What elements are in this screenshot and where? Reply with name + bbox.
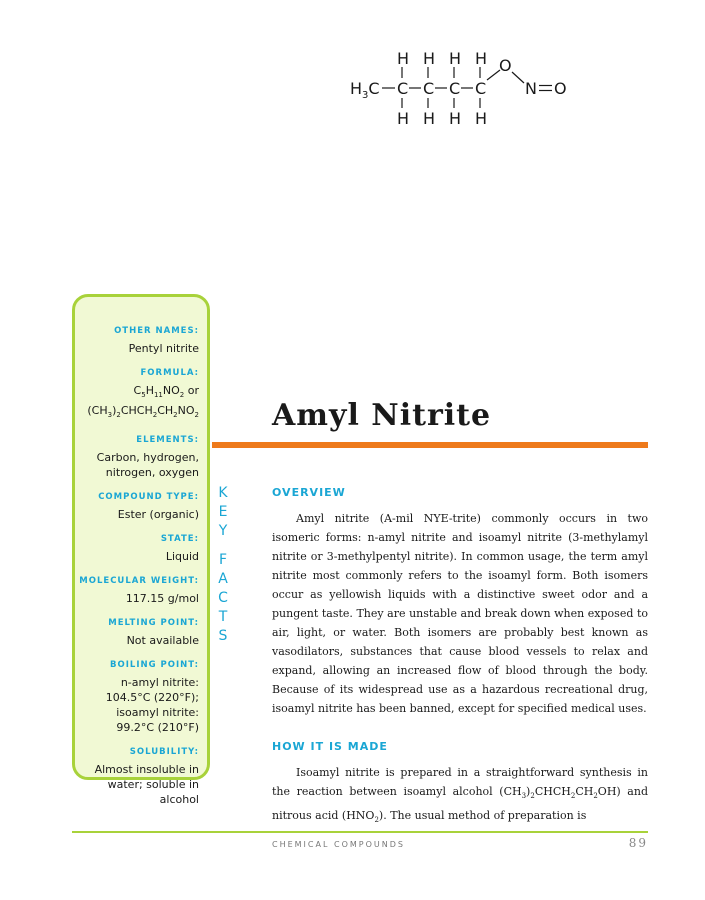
fact-formula bbox=[79, 367, 199, 423]
fact-value: Not available bbox=[126, 634, 199, 648]
fact-label: BOILING POINT: bbox=[110, 660, 199, 671]
fact-value: Pentyl nitrite bbox=[128, 342, 199, 355]
fact-other-names bbox=[79, 325, 199, 356]
fact-elements bbox=[79, 434, 199, 480]
fact-label: SOLUBILITY: bbox=[129, 747, 199, 758]
atom-h-bottom-2: H bbox=[423, 109, 436, 128]
fact-value: 117.15 g/mol bbox=[125, 592, 199, 606]
section-heading-how-made: HOW IT IS MADE bbox=[272, 740, 388, 753]
atom-h-bottom-4: H bbox=[475, 109, 488, 128]
section-heading-overview: OVERVIEW bbox=[272, 486, 346, 499]
vertical-letter: E bbox=[218, 504, 228, 520]
page-number: 89 bbox=[628, 836, 648, 850]
article-body bbox=[272, 486, 648, 852]
overview-paragraph: Amyl nitrite (A-mil NYE-trite) commonly occurs in two isomeric forms: n-amyl nitrite and isoamyl nitrite (3-methylamyl nitrite or 3-methylpentyl nitrite). In common usage, the term amyl nitrite most commonly refers to the isoamyl form. Both isomers occur as yellowish liquids with a distinctive sweet odor and a pungent taste. They are unstable and break down when exposed to air, light, or water. Both isomers are probably best known as vasodilators, substances that cause blood vessels to relax and expand, allowing an increased flow of blood through the body. Because of its widespread use as a hazardous recreational drug, isoamyl nitrite has been banned, except for specified medical uses. bbox=[272, 512, 648, 715]
fact-melting-point bbox=[79, 617, 199, 648]
fact-compound-type bbox=[79, 491, 199, 522]
fact-label: FORMULA: bbox=[140, 368, 199, 378]
atom-c-4: C bbox=[475, 79, 487, 98]
atom-h-bottom-1: H bbox=[397, 109, 410, 128]
vertical-letter: C bbox=[218, 590, 228, 606]
fact-boiling-point bbox=[79, 659, 199, 735]
vertical-letter: T bbox=[218, 609, 228, 625]
structural-formula-diagram bbox=[340, 40, 580, 130]
fact-value: Ester (organic) bbox=[117, 508, 199, 522]
fact-label: MOLECULAR WEIGHT: bbox=[79, 576, 199, 587]
vertical-letter: F bbox=[218, 552, 228, 568]
fact-label: COMPOUND TYPE: bbox=[98, 492, 199, 503]
atom-o-ester: O bbox=[499, 56, 512, 75]
fact-molecular-weight bbox=[79, 575, 199, 606]
fact-label: OTHER NAMES: bbox=[114, 326, 199, 336]
atom-h-top-4: H bbox=[475, 49, 488, 68]
vertical-letter: A bbox=[218, 571, 228, 587]
atom-h-top-3: H bbox=[449, 49, 462, 68]
fact-state bbox=[79, 533, 199, 564]
vertical-letter: S bbox=[218, 628, 228, 644]
fact-value: $C_5H_{11}NO_2$ or $(CH_3)_2CHCH_2CH_2NO_2$ bbox=[87, 384, 199, 420]
atom-ch3: $H_3C$ bbox=[350, 79, 380, 101]
fact-label: STATE: bbox=[160, 534, 199, 545]
atom-h-bottom-3: H bbox=[449, 109, 462, 128]
how-made-paragraph: Isoamyl nitrite is prepared in a straightforward synthesis in the reaction between isoamyl alcohol $(CH_3)_2CHCH_2CH_2OH$) and nitrous acid $(HNO_2)$. The usual method of preparation is bbox=[272, 766, 648, 825]
atom-h-top-2: H bbox=[423, 49, 436, 68]
key-facts-box bbox=[72, 294, 210, 807]
atom-c-1: C bbox=[397, 79, 409, 98]
fact-value: Liquid bbox=[165, 550, 199, 564]
page-title: Amyl Nitrite bbox=[272, 398, 492, 433]
title-divider bbox=[212, 442, 648, 448]
atom-o-double: O bbox=[554, 79, 567, 98]
atom-n: N bbox=[525, 79, 537, 98]
fact-value: Carbon, hydrogen, nitrogen, oxygen bbox=[96, 451, 199, 480]
atom-c-3: C bbox=[449, 79, 461, 98]
atom-c-2: C bbox=[423, 79, 435, 98]
fact-value: n-amyl nitrite: 104.5°C (220°F); isoamyl nitrite: 99.2°C (210°F) bbox=[105, 676, 199, 735]
fact-label: MELTING POINT: bbox=[108, 618, 199, 629]
key-facts-vertical-label bbox=[214, 484, 232, 646]
vertical-letter: Y bbox=[218, 523, 228, 539]
fact-label: ELEMENTS: bbox=[136, 435, 199, 446]
fact-solubility bbox=[79, 746, 199, 807]
footer-divider bbox=[72, 831, 648, 833]
vertical-letter: K bbox=[218, 485, 228, 501]
running-footer-book-title: CHEMICAL COMPOUNDS bbox=[272, 840, 405, 849]
fact-value: Almost insoluble in water; soluble in alcohol bbox=[94, 763, 199, 807]
atom-h-top-1: H bbox=[397, 49, 410, 68]
